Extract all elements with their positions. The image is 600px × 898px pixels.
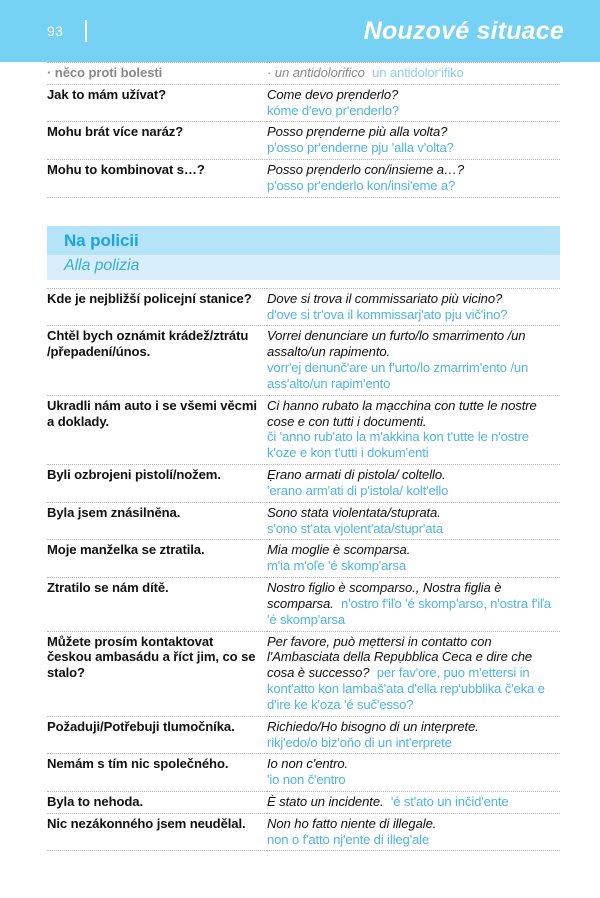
phrase-czech: Byli ozbrojeni pistolí/nožem. [47, 467, 221, 483]
phrase-table-police-body [47, 288, 560, 851]
table-row [47, 160, 560, 198]
table-row [47, 288, 560, 326]
phrase-phonetic: rikj'edo/o biz'oňo di un int'erprete [267, 734, 452, 750]
table-row [47, 502, 560, 540]
phrase-phonetic: či 'anno rub'ato la m'akkina kon t'utte le n'ostre k'oze e kon t'utti i dokum'enti [267, 429, 529, 461]
phrase-phonetic: 'io non č'entro [267, 772, 346, 788]
phrase-italian: Per favore, può mẹttersi in contatto con l'Ambasciata della Repụbblica Ceca e dire che cosa è successo? [267, 633, 533, 681]
phrase-czech: Byla to nehoda. [47, 793, 143, 809]
table-row [47, 395, 560, 464]
phrase-phonetic: un antidolor'ifiko [372, 65, 464, 80]
phrase-phonetic: vorr'ej denunč'are un f'urto/lo zmarrim'ento /un ass'alto/un rapim'ento [267, 360, 529, 391]
phrase-czech: Ukradli nám auto i se všemi věcmi a doklady. [47, 397, 257, 429]
phrase-italian-cell [267, 791, 560, 813]
phrase-italian-cell [267, 540, 560, 578]
phrase-czech: Ztratilo se nám dítě. [47, 580, 169, 596]
phrase-italian: · un antidolorifico [267, 65, 365, 80]
phrase-czech: Požaduji/Potřebuji tlumočníka. [47, 718, 235, 734]
phrase-phonetic: p'osso pr'enderne pju 'alla v'olta? [267, 140, 454, 156]
phrase-phonetic: per fav'ore, puo m'ettersi in kont'atto kon lambaš'ata d'ella rep'ubblika č'eka e d'ire ke k'oza 'é suč'esso? [267, 665, 545, 712]
section-band-bottom [47, 255, 560, 280]
phrase-italian-cell [267, 502, 560, 540]
phrase-italian: Richiedo/Ho bisogno di un intẹrprete. [267, 718, 479, 734]
section-title-cz: Na policii [64, 230, 139, 250]
phrase-phonetic: d'ove si tr'ova il kommissarj'ato pju vič'ino? [267, 306, 508, 322]
phrase-italian-cell [267, 63, 560, 85]
phrase-phonetic: m'ia m'oľe 'é skomp'arsa [267, 558, 407, 574]
phrase-phonetic: non o f'atto nj'ente di illeg'ale [267, 831, 429, 847]
phrase-italian: Vorrei denunciare un furto/lo smarrimento /un assalto/un rapimento. [267, 328, 526, 360]
phrase-phonetic: 'erano arm'ati di p'istola/ kolt'ello [267, 482, 449, 498]
phrase-italian: Posso prẹnderne più alla volta? [267, 124, 448, 140]
section-header-police [47, 226, 560, 280]
phrase-italian-cell [267, 578, 560, 631]
phrase-czech: · něco proti bolesti [47, 65, 163, 80]
phrase-phonetic: p'osso pr'enderlo kon/insi'eme a? [267, 177, 456, 193]
phrase-italian: È stato un incidente. [267, 793, 384, 809]
phrase-phonetic: s'ono st'ata vjolent'ata/stupr'ata [267, 520, 443, 536]
phrase-italian-cell [267, 160, 560, 198]
page-number: 93 [47, 23, 64, 39]
table-row [47, 84, 560, 122]
page-title: Nouzové situace [363, 16, 564, 45]
phrase-italian: Ci hanno rubato la mạcchina con tutte le nostre cose e con tutti i documenti. [267, 397, 537, 429]
phrase-italian-cell [267, 716, 560, 754]
phrase-italian-cell [267, 754, 560, 792]
table-row [47, 578, 560, 631]
phrase-italian: Posso prẹnderlo con/insieme a…? [267, 162, 465, 178]
phrase-czech: Moje manželka se ztratila. [47, 542, 205, 558]
phrase-italian: Io non c'entro. [267, 756, 349, 772]
table-row [47, 465, 560, 503]
phrase-phonetic: n'ostro f'iľo 'é skomp'arso, n'ostra f'iľa 'é skomp'arsa [267, 595, 551, 627]
phrase-italian-cell [267, 288, 560, 326]
table-row [47, 540, 560, 578]
phrase-phonetic: kóme d'evo pr'enderlo? [267, 102, 399, 118]
page-body [0, 62, 600, 851]
phrase-czech: Jak to mám užívat? [47, 86, 166, 102]
table-row [47, 631, 560, 716]
phrase-italian: Nostro figlio è scomparso., Nostra figlia è scomparsa. [267, 580, 502, 611]
phrase-table-police [47, 288, 560, 852]
phrase-table-medicine [47, 62, 560, 198]
phrase-italian: Ẹrano armati di pistola/ coltello. [267, 467, 446, 483]
section-band-top [47, 226, 560, 255]
phrase-italian-cell [267, 465, 560, 503]
table-row [47, 754, 560, 792]
table-row [47, 716, 560, 754]
phrase-italian-cell [267, 326, 560, 395]
phrase-italian-cell [267, 813, 560, 851]
phrase-italian: Come devo prẹnderlo? [267, 86, 399, 102]
table-row [47, 791, 560, 813]
phrase-czech: Byla jsem znásilněna. [47, 504, 181, 520]
phrase-italian: Non ho fatto niente di illegale. [267, 815, 437, 831]
phrase-czech: Mohu brát více naráz? [47, 124, 184, 140]
page-header [0, 0, 600, 62]
phrase-italian: Sono stata violentata/stuprata. [267, 504, 441, 520]
phrase-czech: Chtěl bych oznámit krádež/ztrátu /přepadení/únos. [47, 328, 249, 360]
phrase-phonetic: 'é st'ato un inčid'ente [390, 793, 509, 809]
table-row [47, 326, 560, 395]
phrase-czech: Kde je nejbližší policejní stanice? [47, 290, 252, 306]
phrase-czech: Mohu to kombinovat s…? [47, 162, 205, 178]
phrase-czech: Nemám s tím nic společného. [47, 756, 229, 772]
table-row [47, 122, 560, 160]
table-row [47, 813, 560, 851]
table-row [47, 63, 560, 85]
section-title-it: Alla polizia [64, 256, 140, 274]
phrase-italian: Dove si trova il commissariato più vicino? [267, 290, 503, 306]
phrase-italian-cell [267, 631, 560, 716]
phrase-czech: Nic nezákonného jsem neudělal. [47, 815, 246, 831]
phrase-italian: Mia moglie è scomparsa. [267, 542, 411, 558]
phrase-czech: Můžete prosím kontaktovat českou ambasádu a říct jim, co se stalo? [47, 633, 256, 681]
phrase-italian-cell [267, 84, 560, 122]
phrase-italian-cell [267, 122, 560, 160]
phrase-table-medicine-body [47, 63, 560, 198]
header-divider [85, 20, 87, 42]
phrase-italian-cell [267, 395, 560, 464]
